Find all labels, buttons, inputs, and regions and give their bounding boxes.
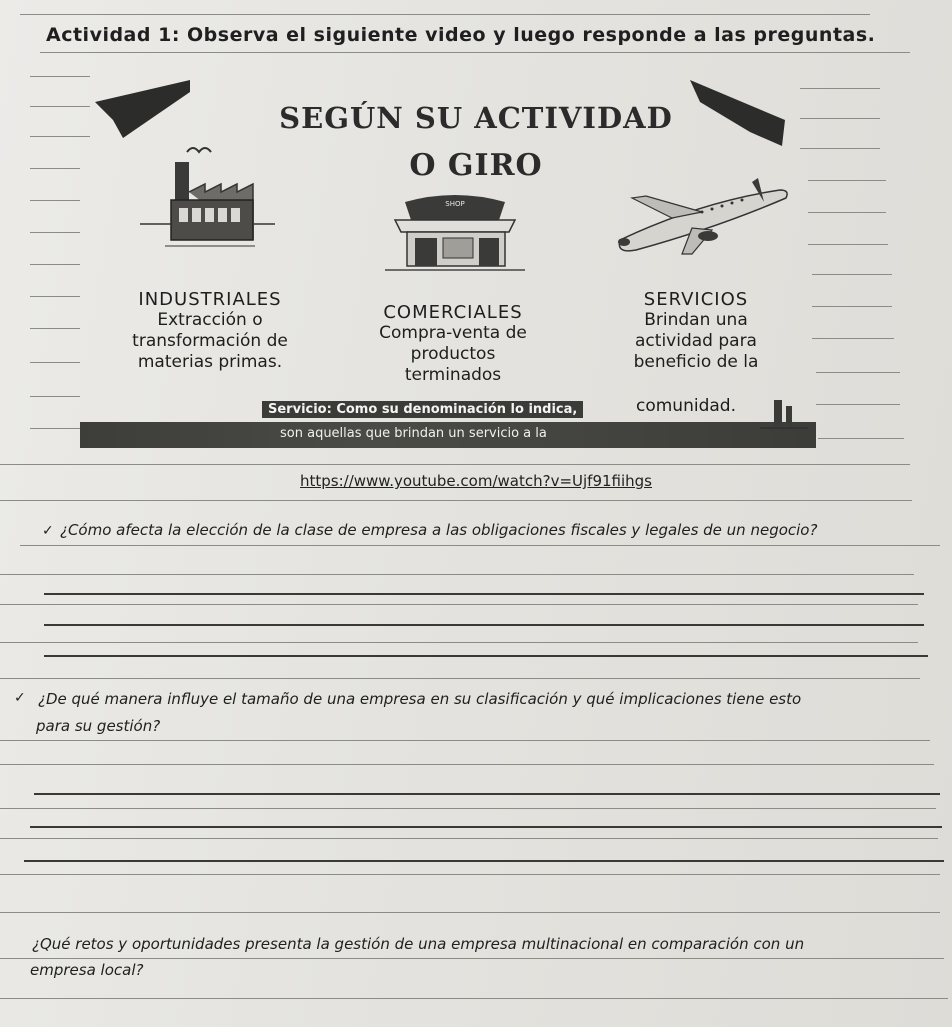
answer-line — [44, 624, 924, 626]
ruled-line — [0, 604, 918, 605]
title-underline — [40, 52, 910, 53]
top-edge-line — [20, 14, 870, 15]
question-3-line-2: empresa local? — [30, 961, 144, 979]
video-link[interactable]: https://www.youtube.com/watch?v=Ujf91fiihgs — [300, 472, 652, 490]
answer-line — [24, 860, 944, 862]
margin-line — [30, 428, 80, 429]
category-text: terminados — [404, 365, 502, 385]
category-industriales — [92, 289, 328, 373]
margin-line — [30, 396, 80, 397]
category-servicios — [596, 289, 796, 373]
ruled-line — [0, 642, 918, 643]
ruled-line — [0, 464, 910, 465]
question-1: ¿Cómo afecta la elección de la clase de empresa a las obligaciones fiscales y legales de un negocio? — [60, 521, 818, 539]
category-text: Extracción o — [157, 310, 263, 330]
margin-line — [30, 136, 90, 137]
service-caption-2: son aquellas que brindan un servicio a la — [280, 426, 547, 441]
category-name: SERVICIOS — [643, 289, 749, 310]
margin-line — [30, 76, 90, 77]
margin-line — [812, 338, 894, 339]
category-comerciales — [338, 302, 568, 386]
airplane-icon — [612, 172, 792, 262]
margin-line — [812, 274, 892, 275]
category-text: transformación de — [132, 331, 288, 351]
check-mark-icon: ✓ — [42, 523, 54, 539]
category-text: Compra-venta de — [379, 323, 527, 343]
category-text: comunidad. — [636, 396, 736, 416]
ruled-line — [0, 998, 948, 999]
ruled-line — [0, 808, 936, 809]
ruled-line — [0, 574, 914, 575]
category-text: actividad para — [635, 331, 757, 351]
category-text: materias primas. — [137, 352, 283, 372]
ruled-line — [0, 874, 940, 875]
margin-line — [30, 328, 80, 329]
answer-line — [44, 593, 924, 595]
people-icon — [760, 396, 810, 436]
margin-line — [808, 212, 886, 213]
ruled-line — [0, 764, 934, 765]
margin-line — [816, 372, 900, 373]
margin-line — [808, 244, 888, 245]
question-3-line-1: ¿Qué retos y oportunidades presenta la gestión de una empresa multinacional en comparación con un — [32, 935, 805, 953]
margin-line — [30, 362, 80, 363]
shop-icon — [385, 190, 525, 275]
answer-line — [34, 793, 940, 795]
activity-title: Actividad 1: Observa el siguiente video y luego responde a las preguntas. — [46, 24, 876, 46]
margin-line — [812, 306, 892, 307]
margin-line — [30, 200, 80, 201]
check-mark-icon: ✓ — [14, 690, 26, 706]
ruled-line — [20, 545, 940, 546]
category-name: COMERCIALES — [383, 302, 523, 323]
answer-line — [30, 826, 942, 828]
service-caption-1: Servicio: Como su denominación lo indica, — [262, 401, 583, 418]
question-2-line-1: ¿De qué manera influye el tamaño de una empresa en su clasificación y qué implicaciones tiene esto — [38, 690, 802, 708]
factory-icon — [135, 140, 285, 260]
margin-line — [30, 296, 80, 297]
infographic-heading-2: O GIRO — [409, 148, 543, 183]
ruled-line — [0, 838, 938, 839]
category-name: INDUSTRIALES — [138, 289, 282, 310]
category-text: Brindan una — [644, 310, 748, 330]
margin-line — [818, 438, 904, 439]
shop-sign: SHOP — [445, 200, 465, 208]
infographic-heading-1: SEGÚN SU ACTIVIDAD — [279, 101, 673, 135]
ruled-line — [0, 958, 944, 959]
ruled-line — [0, 912, 940, 913]
ruled-line — [0, 740, 930, 741]
ruled-line — [0, 500, 912, 501]
question-2-line-2: para su gestión? — [36, 717, 161, 735]
margin-line — [30, 232, 80, 233]
margin-line — [30, 264, 80, 265]
answer-line — [44, 655, 928, 657]
margin-line — [816, 404, 900, 405]
category-text: beneficio de la — [633, 352, 759, 372]
margin-line — [800, 88, 880, 89]
ruled-line — [0, 678, 920, 679]
category-text: productos — [410, 344, 496, 364]
